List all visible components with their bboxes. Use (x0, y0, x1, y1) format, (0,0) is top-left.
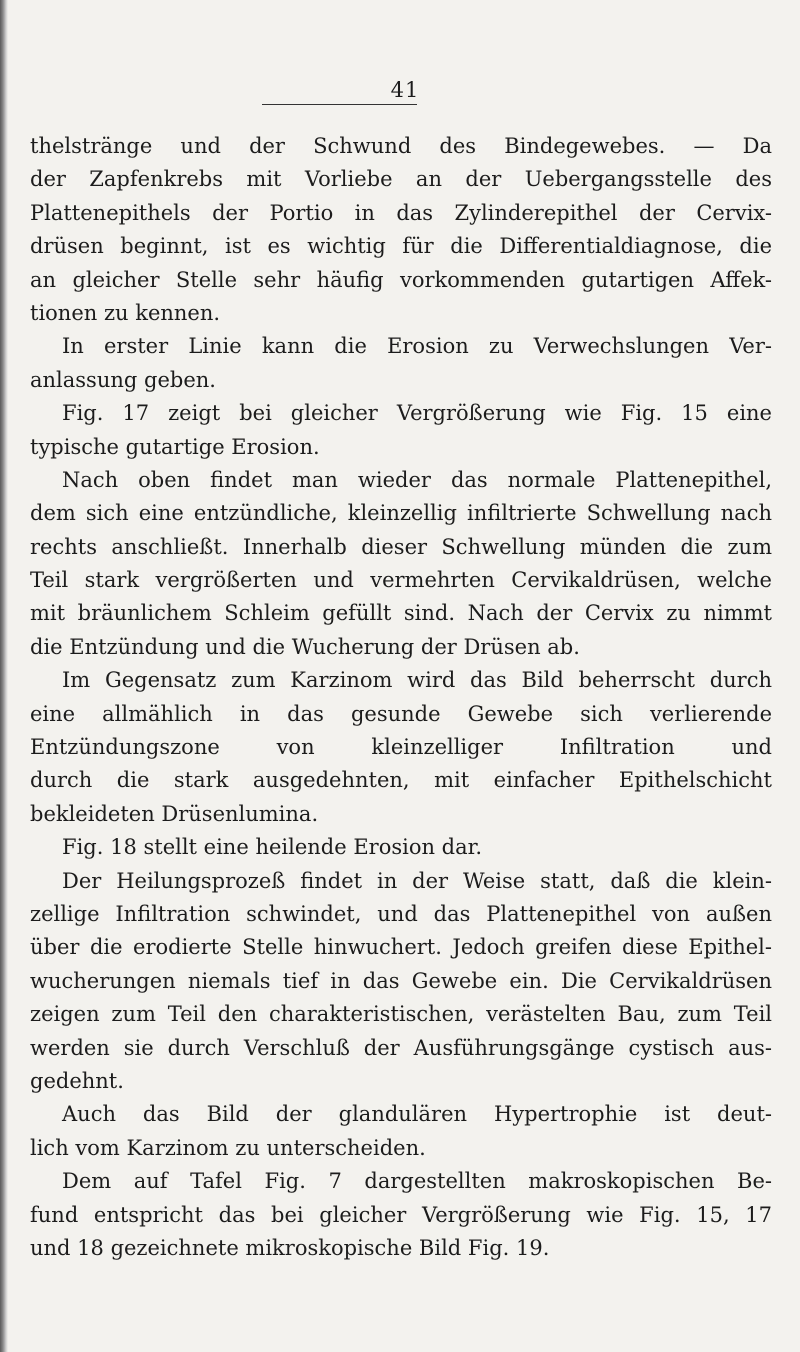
text-line: eine allmählich in das gesunde Gewebe sich verlierende (30, 701, 772, 726)
text-line: über die erodierte Stelle hinwuchert. Jedoch greifen diese Epithel- (30, 935, 772, 960)
text-line: zellige Infiltration schwindet, und das Plattenepithel von außen (30, 901, 772, 926)
text-line: dem sich eine entzündliche, kleinzellig infiltrierte Schwellung nach (30, 501, 772, 526)
text-line: Fig. 18 stellt eine heilende Erosion dar. (62, 835, 483, 860)
text-line: gedehnt. (30, 1068, 124, 1093)
text-line: der Zapfenkrebs mit Vorliebe an der Uebergangsstelle des (30, 167, 772, 192)
text-line: bekleideten Drüsenlumina. (30, 801, 319, 826)
text-line: lich vom Karzinom zu unterscheiden. (30, 1135, 426, 1160)
text-line: In erster Linie kann die Erosion zu Verwechslungen Ver- (62, 334, 772, 359)
text-line: Im Gegensatz zum Karzinom wird das Bild beherrscht durch (62, 668, 772, 693)
header-rule (262, 104, 417, 105)
text-line: Entzündungszone von kleinzelliger Infiltration und (30, 735, 772, 760)
text-line: typische gutartige Erosion. (30, 434, 320, 459)
text-line: drüsen beginnt, ist es wichtig für die Differentialdiagnose, die (30, 234, 772, 259)
body-text (30, 130, 772, 1265)
page-number: 41 (390, 78, 420, 102)
text-line: wucherungen niemals tief in das Gewebe ein. Die Cervikaldrüsen (30, 968, 772, 993)
text-line: fund entspricht das bei gleicher Vergrößerung wie Fig. 15, 17 (30, 1202, 772, 1227)
text-line: thelstränge und der Schwund des Bindegewebes. — Da (30, 134, 772, 158)
text-line: rechts anschließt. Innerhalb dieser Schwellung münden die zum (30, 534, 772, 559)
text-line: Auch das Bild der glandulären Hypertrophie ist deut- (62, 1102, 772, 1127)
text-line: anlassung geben. (30, 367, 216, 392)
text-line: an gleicher Stelle sehr häufig vorkommenden gutartigen Affek- (30, 267, 772, 292)
text-line: durch die stark ausgedehnten, mit einfacher Epithelschicht (30, 768, 772, 793)
text-line: und 18 gezeichnete mikroskopische Bild Fig. 19. (30, 1235, 550, 1260)
text-line: tionen zu kennen. (30, 300, 221, 325)
text-line: Plattenepithels der Portio in das Zylinderepithel der Cervix- (30, 200, 772, 225)
text-line: die Entzündung und die Wucherung der Drüsen ab. (30, 634, 580, 659)
text-line: Teil stark vergrößerten und vermehrten Cervikaldrüsen, welche (30, 568, 772, 593)
text-line: Nach oben findet man wieder das normale Plattenepithel, (62, 467, 772, 492)
text-line: Fig. 17 zeigt bei gleicher Vergrößerung wie Fig. 15 eine (62, 401, 772, 426)
text-line: Dem auf Tafel Fig. 7 dargestellten makroskopischen Be- (62, 1169, 772, 1194)
text-line: werden sie durch Verschluß der Ausführungsgänge cystisch aus- (30, 1035, 772, 1060)
scan-binding-edge (0, 0, 8, 1352)
text-line: Der Heilungsprozeß findet in der Weise statt, daß die klein- (62, 868, 772, 893)
text-line: mit bräunlichem Schleim gefüllt sind. Nach der Cervix zu nimmt (30, 601, 772, 626)
text-line: zeigen zum Teil den charakteristischen, verästelten Bau, zum Teil (30, 1002, 772, 1027)
